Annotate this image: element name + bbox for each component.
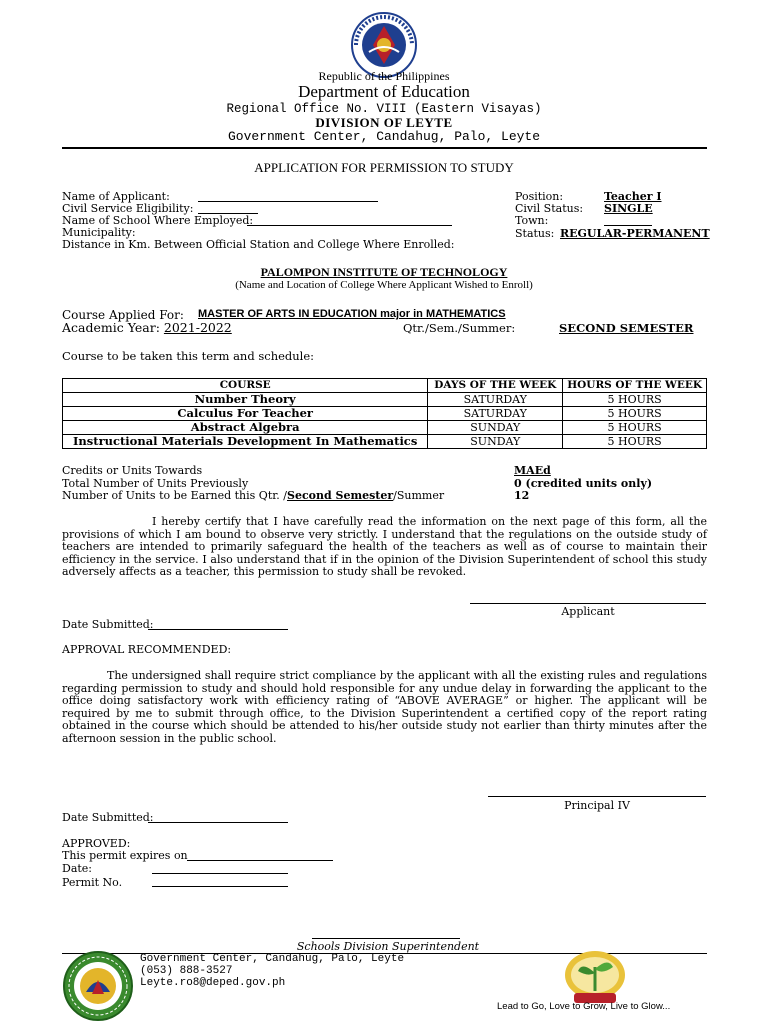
table-row [63,393,707,407]
header-course: COURSE [63,379,428,393]
position-value: Teacher I [604,190,662,203]
header-address: Government Center, Candahug, Palo, Leyte [227,129,541,144]
footer-phone: (053) 888-3527 [140,965,233,977]
credits-value: MAEd [514,464,551,477]
date-label: Date: [62,862,93,875]
days-cell: SUNDAY [428,435,563,449]
earned-units-label: Number of Units to be Earned this Qtr. /Second Semester/Summer [62,489,445,502]
approved-label: APPROVED: [62,837,131,850]
year-value: 2021-2022 [163,320,232,335]
table-row [63,435,707,449]
course-cell: Instructional Materials Development In Mathematics [63,435,428,449]
town-field[interactable] [604,225,652,226]
status-value: REGULAR-PERMANENT [560,227,710,240]
course-cell: Number Theory [63,393,428,407]
date-submitted-field[interactable] [148,629,288,630]
regional-office: Regional Office No. VIII (Eastern Visayas) [226,102,542,116]
days-cell: SATURDAY [428,407,563,421]
permit-expires-label: This permit expires on [62,849,188,862]
division-seal-logo [62,950,134,1022]
town-label: Town: [515,214,549,227]
position-label: Position: [515,190,564,203]
approval-paragraph: The undersigned shall require strict compliance by the applicant with all the existing rules and regulations regarding permission to study and should hold responsible for any undue delay in forwarding the applicant to the office doing satisfactory work with efficiency rating of “ABOVE AVERAGE” or higher. The applicant will be required by me to submit through office, to the Division Superintendent a certified copy of the report rating obtained in the course which should be attended to his/her outside study not earlier than thirty minutes after the afternoon session in the public school. [62,669,707,745]
seedling-logo [560,947,630,1007]
name-field[interactable] [198,201,378,202]
header-divider [62,147,707,149]
schedule-label: Course to be taken this term and schedule: [62,349,315,363]
course-label: Course Applied For: [62,308,184,322]
eligibility-label: Civil Service Eligibility: [62,202,194,215]
principal-caption: Principal IV [564,799,630,812]
form-title: APPLICATION FOR PERMISSION TO STUDY [254,160,514,175]
header-hours: HOURS OF THE WEEK [563,379,707,393]
header-days: DAYS OF THE WEEK [428,379,563,393]
permit-no-field[interactable] [152,886,288,887]
footer-email[interactable]: Leyte.ro8@deped.gov.ph [140,977,286,989]
school-field[interactable] [247,225,452,226]
date-submitted-label-2: Date Submitted: [62,811,154,824]
total-units-value: 0 (credited units only) [514,477,653,490]
permit-expires-field[interactable] [187,860,333,861]
republic-line: Republic of the Philippines [318,69,450,83]
superintendent-signature-line[interactable] [312,938,460,939]
applicant-caption: Applicant [561,605,615,618]
footer-tagline: Lead to Go, Love to Grow, Live to Glow... [497,1001,671,1012]
college-caption: (Name and Location of College Where Applicant Wished to Enroll) [235,279,533,291]
sem-label: Qtr./Sem./Summer: [403,321,516,335]
course-cell: Calculus For Teacher [63,407,428,421]
permit-no-label: Permit No. [62,876,123,889]
credits-label: Credits or Units Towards [62,464,203,477]
municipality-label: Municipality: [62,226,136,239]
footer-address: Government Center, Candahug, Palo, Leyte [140,953,405,965]
college-name: PALOMPON INSTITUTE OF TECHNOLOGY [260,265,508,279]
course-cell: Abstract Algebra [63,421,428,435]
sem-value: SECOND SEMESTER [559,321,694,335]
schedule-table [62,378,707,449]
status-label: Status: [515,227,555,240]
schedule-header-row [63,379,707,393]
hours-cell: 5 HOURS [563,407,707,421]
principal-signature-line[interactable] [488,796,706,797]
applicant-signature-line[interactable] [470,603,706,604]
days-cell: SATURDAY [428,393,563,407]
table-row [63,421,707,435]
hours-cell: 5 HOURS [563,435,707,449]
date-submitted-label: Date Submitted: [62,618,154,631]
earned-units-value: 12 [514,489,530,502]
date-field[interactable] [152,873,288,874]
school-label: Name of School Where Employed: [62,214,254,227]
date-submitted-field-2[interactable] [148,822,288,823]
superintendent-caption: Schools Division Superintendent [296,940,480,953]
year-label: Academic Year: 2021-2022 [62,320,232,335]
civil-status-label: Civil Status: [515,202,584,215]
division-name: DIVISION OF LEYTE [315,115,453,130]
hours-cell: 5 HOURS [563,421,707,435]
name-label: Name of Applicant: [62,190,170,203]
approval-recommended-label: APPROVAL RECOMMENDED: [62,643,232,656]
distance-label: Distance in Km. Between Official Station and College Where Enrolled: [62,238,455,251]
hours-cell: 5 HOURS [563,393,707,407]
total-units-label: Total Number of Units Previously [62,477,249,490]
department-name: Department of Education [298,82,470,101]
certification-paragraph: I hereby certify that I have carefully read the information on the next page of this form, all the provisions of which I am bound to observe very strictly. I understand that the regulations on the outside study of teachers are intended to primarily safeguard the health of the teachers as well as of course to maintain their efficiency in the service. I also understand that if in the opinion of the Division Superintendent of school this study adversely affects as a teacher, this permission to study shall be revoked. [62,515,707,579]
civil-status-value: SINGLE [604,202,653,215]
table-row [63,407,707,421]
days-cell: SUNDAY [428,421,563,435]
course-value: MASTER OF ARTS IN EDUCATION major in MATHEMATICS [198,308,506,320]
